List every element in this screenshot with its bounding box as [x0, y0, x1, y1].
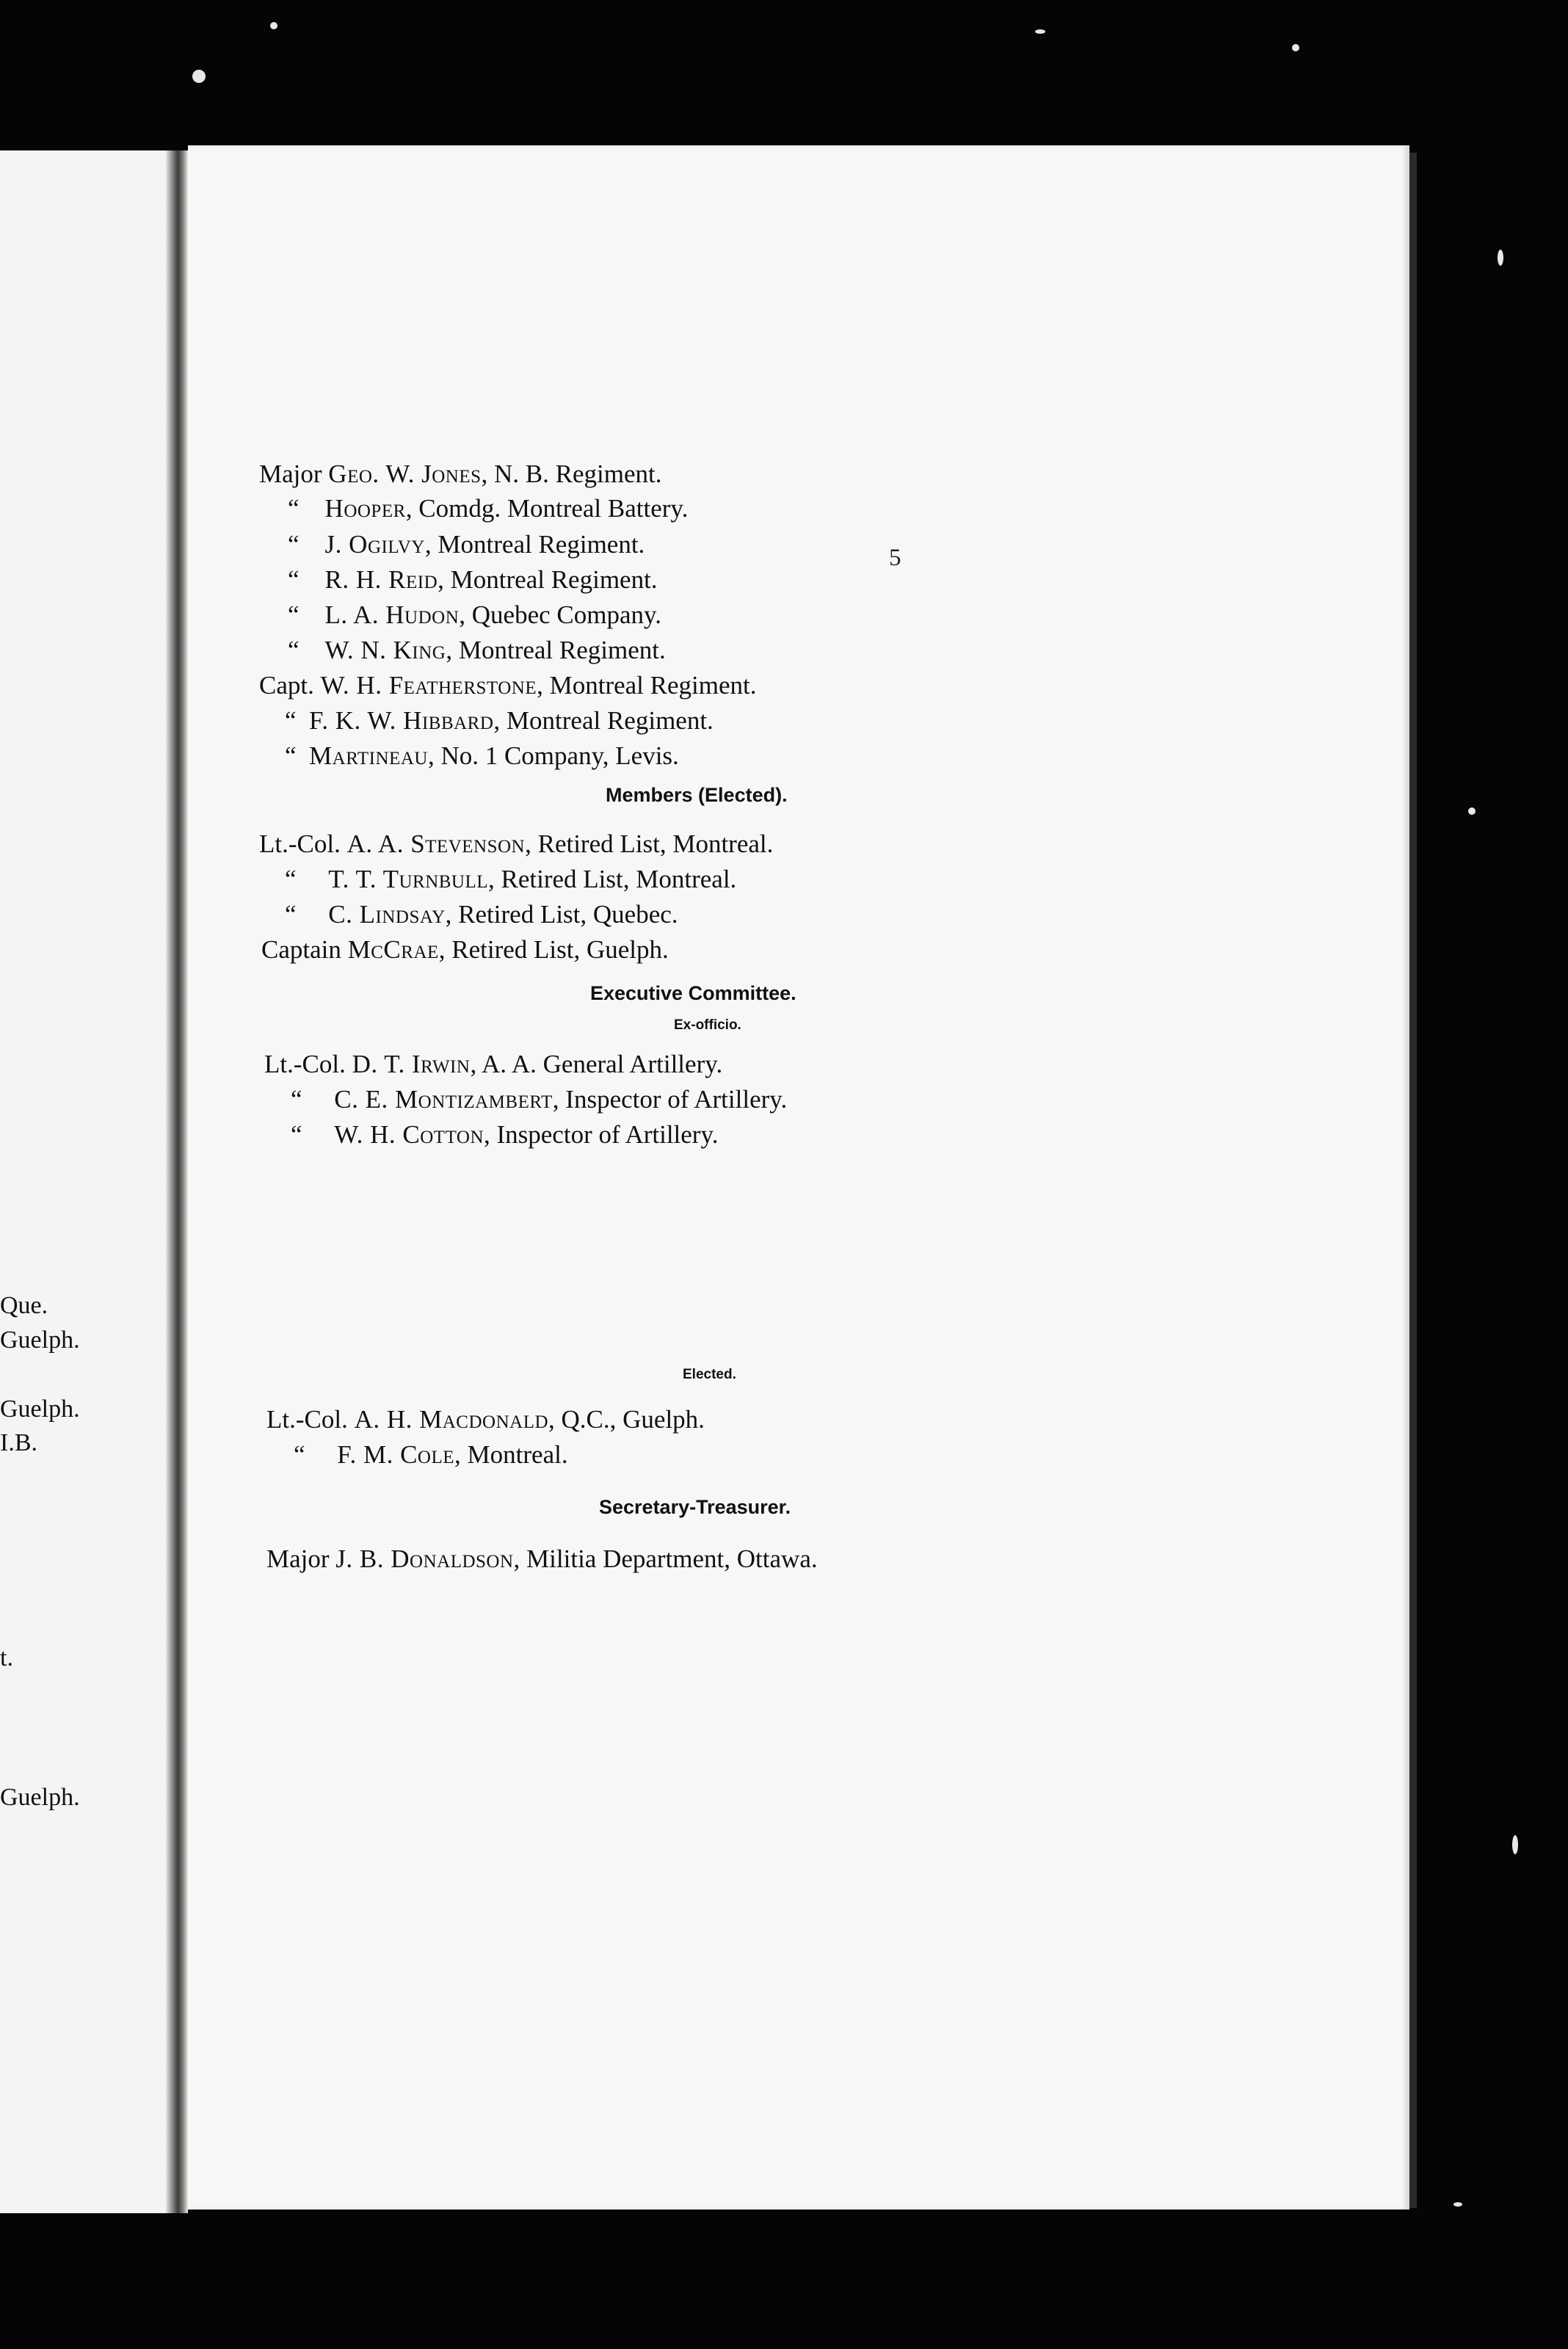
elected-heading: Elected.: [683, 1367, 736, 1382]
scan-speck: [1512, 1835, 1518, 1854]
committee-line: “ W. H. Cotton, Inspector of Artillery.: [291, 1120, 719, 1149]
scan-speck: [270, 22, 277, 29]
scan-speck: [1498, 250, 1503, 266]
scan-speck: [1468, 807, 1476, 815]
previous-page-fragment: Guelph.: [0, 1395, 80, 1423]
officer-line: “ R. H. Reid, Montreal Regiment.: [288, 565, 658, 594]
previous-page: [0, 150, 175, 2213]
scan-speck: [1453, 2202, 1462, 2207]
scan-speck: [1292, 44, 1299, 51]
officer-line: “ Hooper, Comdg. Montreal Battery.: [288, 494, 689, 523]
committee-line: “ F. M. Cole, Montreal.: [294, 1440, 568, 1469]
scan-speck: [1035, 29, 1045, 34]
officer-line: Major Geo. W. Jones, N. B. Regiment.: [259, 460, 662, 488]
member-line: “ C. Lindsay, Retired List, Quebec.: [285, 900, 678, 929]
previous-page-fragment: I.B.: [0, 1429, 37, 1456]
member-line: “ T. T. Turnbull, Retired List, Montreal.: [285, 865, 737, 893]
officer-line: “ F. K. W. Hibbard, Montreal Regiment.: [285, 706, 714, 735]
member-line: Captain McCrae, Retired List, Guelph.: [261, 935, 669, 964]
page-number: 5: [889, 545, 901, 571]
officer-line: “ L. A. Hudon, Quebec Company.: [288, 600, 661, 629]
member-line: Lt.-Col. A. A. Stevenson, Retired List, Montreal.: [259, 829, 774, 858]
officer-line: “ W. N. King, Montreal Regiment.: [288, 636, 666, 664]
executive-committee-heading: Executive Committee.: [590, 982, 796, 1004]
scan-speck: [192, 70, 206, 83]
ex-officio-heading: Ex-officio.: [674, 1017, 741, 1033]
secretary-line: Major J. B. Donaldson, Militia Department, Ottawa.: [266, 1544, 818, 1573]
committee-line: “ C. E. Montizambert, Inspector of Artillery.: [291, 1085, 788, 1114]
officer-line: “ J. Ogilvy, Montreal Regiment.: [288, 530, 645, 559]
committee-line: Lt.-Col. D. T. Irwin, A. A. General Artillery.: [264, 1050, 723, 1078]
book-gutter: [166, 150, 188, 2213]
secretary-treasurer-heading: Secretary-Treasurer.: [599, 1496, 791, 1518]
previous-page-fragment: Guelph.: [0, 1784, 80, 1811]
previous-page-fragment: Guelph.: [0, 1326, 80, 1354]
previous-page-fragment: t.: [0, 1644, 13, 1671]
members-elected-heading: Members (Elected).: [606, 784, 788, 806]
document-page: [188, 145, 1409, 2210]
previous-page-fragment: Que.: [0, 1292, 48, 1319]
officer-line: “ Martineau, No. 1 Company, Levis.: [285, 741, 679, 770]
committee-line: Lt.-Col. A. H. Macdonald, Q.C., Guelph.: [266, 1405, 705, 1434]
officer-line: Capt. W. H. Featherstone, Montreal Regiment.: [259, 671, 757, 700]
